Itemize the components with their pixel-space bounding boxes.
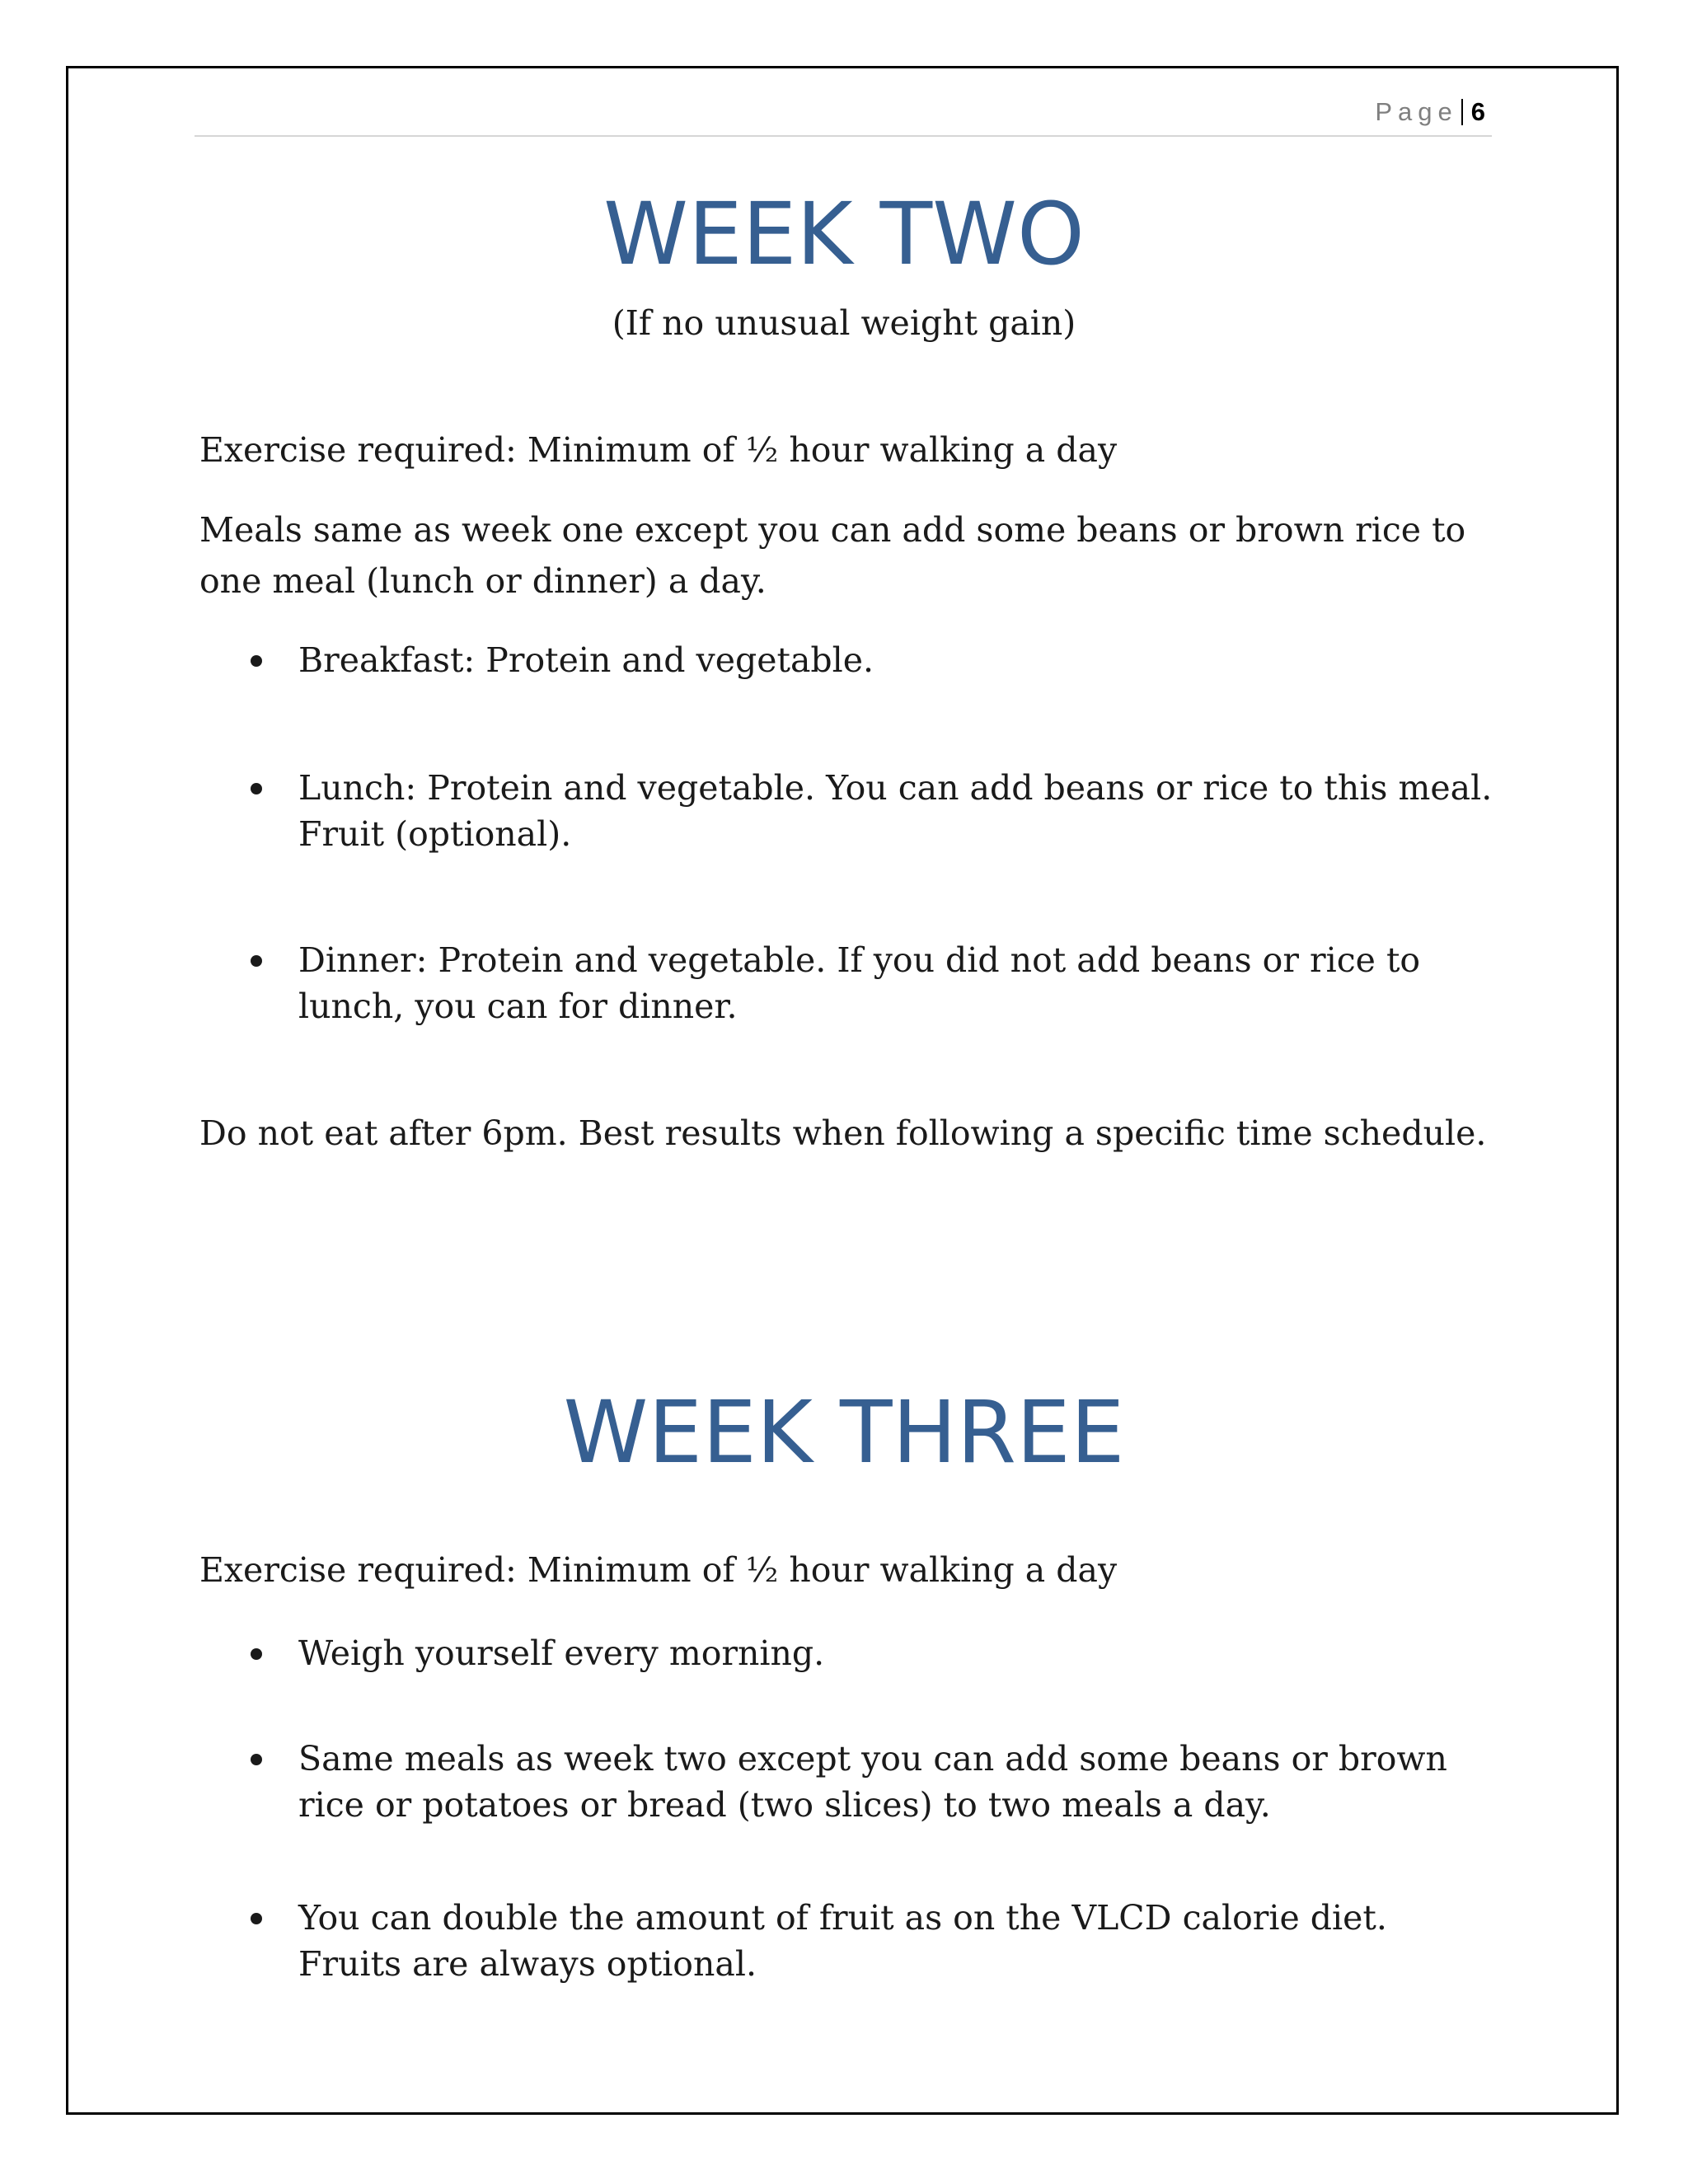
week-three-title: WEEK THREE [563,1382,1125,1483]
page-separator [1461,99,1463,125]
bullet-dot [199,637,298,683]
bullet-dot [199,1895,298,1987]
bullet-text: You can double the amount of fruit as on the VLCD calorie diet. Fruits are always optional. [298,1898,1387,1984]
page-label: Page [1375,97,1458,126]
week-three-bullet-fruit [199,1895,1493,1987]
bullet-text: Lunch: Protein and vegetable. You can add beans or rice to this meal. Fruit (optional). [298,768,1493,854]
bullet-dot [199,1630,298,1676]
week-two-exercise: Exercise required: Minimum of ½ hour walking a day [199,430,1118,470]
week-two-subtitle: (If no unusual weight gain) [612,303,1076,343]
bullet-text: Dinner: Protein and vegetable. If you did not add beans or rice to lunch, you can for dinner. [298,940,1421,1026]
week-three-bullet-weigh [199,1630,1493,1676]
week-two-closing: Do not eat after 6pm. Best results when following a specific time schedule. [199,1113,1487,1153]
bullet-text: Weigh yourself every morning. [298,1633,825,1673]
bullet-text: Same meals as week two except you can add some beans or brown rice or potatoes or bread (two slices) to two meals a day. [298,1739,1447,1825]
bullet-dot [199,1736,298,1828]
week-three-bullet-meals [199,1736,1493,1828]
week-two-bullet-breakfast [199,637,1493,683]
week-two-bullet-dinner [199,937,1493,1029]
page-header [195,92,1492,137]
week-two-bullet-lunch [199,765,1493,857]
page-number: 6 [1470,97,1485,126]
week-three-exercise: Exercise required: Minimum of ½ hour walking a day [199,1550,1118,1590]
week-two-meals-intro: Meals same as week one except you can add some beans or brown rice to one meal (lunch or dinner) a day. [199,510,1466,601]
bullet-dot [199,937,298,1029]
bullet-text: Breakfast: Protein and vegetable. [298,640,874,680]
page-number-block [1375,97,1485,127]
week-two-title: WEEK TWO [603,184,1085,284]
bullet-dot [199,765,298,857]
